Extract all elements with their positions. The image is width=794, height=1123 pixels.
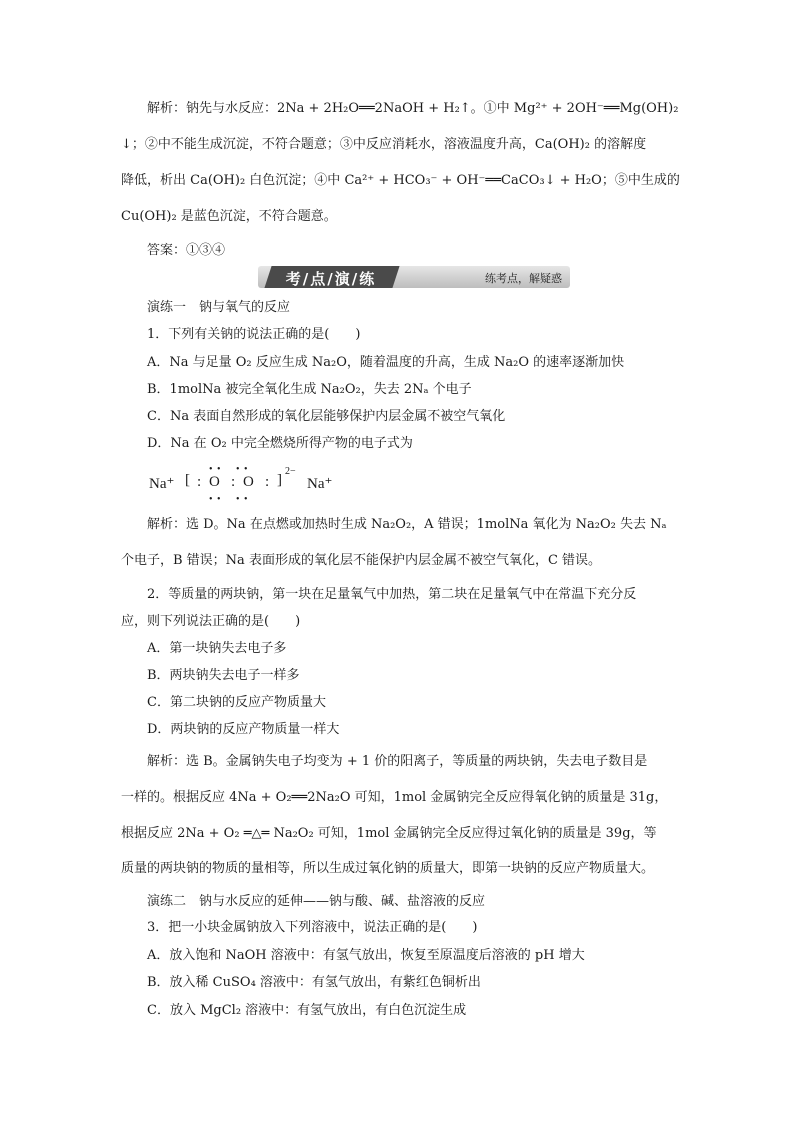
question-2-option-b: B．两块钠失去电子一样多 <box>147 668 300 683</box>
formula-na-left: Na⁺ <box>149 476 175 492</box>
formula-dots-bottom: • • • • <box>209 494 249 505</box>
question-3-option-c: C．放入 MgCl₂ 溶液中：有氢气放出，有白色沉淀生成 <box>147 1003 467 1018</box>
formula-oxygen-1: O <box>209 474 220 490</box>
formula-bracket-open: [ <box>185 472 190 488</box>
banner-title: 考/点/演/练 <box>285 270 377 288</box>
question-3-option-b: B．放入稀 CuSO₄ 溶液中：有氢气放出，有紫红色铜析出 <box>147 975 481 990</box>
analysis-line-3: 降低，析出 Ca(OH)₂ 白色沉淀；④中 Ca²⁺ + HCO₃⁻ + OH⁻══CaCO₃↓ + H₂O；⑤中生成的 <box>121 173 680 188</box>
question-2-line-2: 应，则下列说法正确的是( ) <box>121 614 301 629</box>
question-2-line-1: 2．等质量的两块钠，第一块在足量氧气中加热，第二块在足量氧气中在常温下充分反 <box>147 587 637 602</box>
answer-line: 答案：①③④ <box>147 243 226 258</box>
analysis-1-line-2: 个电子，B 错误；Na 表面形成的氧化层不能保护内层金属不被空气氧化，C 错误。 <box>121 553 602 568</box>
analysis-line-1: 解析：钠先与水反应：2Na + 2H₂O══2NaOH + H₂↑。①中 Mg²⁺ + 2OH⁻══Mg(OH)₂ <box>147 101 679 116</box>
electron-formula <box>147 460 367 504</box>
formula-dots-top: • • • • <box>209 464 249 475</box>
section-banner <box>258 266 570 288</box>
question-2-option-d: D．两块钠的反应产物质量一样大 <box>147 722 340 737</box>
question-1-option-c: C．Na 表面自然形成的氧化层能够保护内层金属不被空气氧化 <box>147 409 506 424</box>
analysis-2-line-1: 解析：选 B。金属钠失电子均变为 + 1 价的阳离子，等质量的两块钠，失去电子数目是 <box>147 754 648 769</box>
analysis-2-line-2: 一样的。根据反应 4Na + O₂══2Na₂O 可知，1mol 金属钠完全反应得氧化钠的质量是 31g， <box>121 790 668 805</box>
analysis-1-line-1: 解析：选 D。Na 在点燃或加热时生成 Na₂O₂，A 错误；1molNa 氧化为 Na₂O₂ 失去 Nₐ <box>147 517 667 532</box>
question-2-option-a: A．第一块钠失去电子多 <box>147 641 287 656</box>
question-2-option-c: C．第二块钠的反应产物质量大 <box>147 695 326 710</box>
formula-colon-3: : <box>265 474 270 490</box>
formula-bracket-close: ] <box>277 472 282 488</box>
formula-colon-2: : <box>231 474 236 490</box>
analysis-line-4: Cu(OH)₂ 是蓝色沉淀，不符合题意。 <box>121 209 337 224</box>
exercise-2-heading: 演练二 钠与水反应的延伸——钠与酸、碱、盐溶液的反应 <box>147 894 486 909</box>
exercise-1-heading: 演练一 钠与氧气的反应 <box>147 300 291 315</box>
analysis-2-line-4: 质量的两块钠的物质的量相等，所以生成过氧化钠的质量大，即第一块钠的反应产物质量大。 <box>121 861 655 876</box>
question-1-option-b: B．1molNa 被完全氧化生成 Na₂O₂，失去 2Nₐ 个电子 <box>147 382 472 397</box>
question-3: 3．把一小块金属钠放入下列溶液中，说法正确的是( ) <box>147 920 478 935</box>
formula-oxygen-2: O <box>243 474 254 490</box>
formula-charge: 2− <box>285 466 296 477</box>
question-1-option-d: D．Na 在 O₂ 中完全燃烧所得产物的电子式为 <box>147 436 413 451</box>
formula-na-right: Na⁺ <box>307 476 333 492</box>
analysis-line-2: ↓；②中不能生成沉淀，不符合题意；③中反应消耗水，溶液温度升高，Ca(OH)₂ 的溶解度 <box>121 137 647 152</box>
formula-colon-1: : <box>197 474 202 490</box>
banner-subtitle: 练考点，解疑惑 <box>485 272 562 285</box>
analysis-2-line-3: 根据反应 2Na + O₂ ═△═ Na₂O₂ 可知，1mol 金属钠完全反应得过氧化钠的质量是 39g，等 <box>121 826 657 841</box>
question-1-option-a: A．Na 与足量 O₂ 反应生成 Na₂O，随着温度的升高，生成 Na₂O 的速率逐渐加快 <box>147 355 625 370</box>
question-1: 1．下列有关钠的说法正确的是( ) <box>147 327 361 342</box>
question-3-option-a: A．放入饱和 NaOH 溶液中：有氢气放出，恢复至原温度后溶液的 pH 增大 <box>147 948 585 963</box>
